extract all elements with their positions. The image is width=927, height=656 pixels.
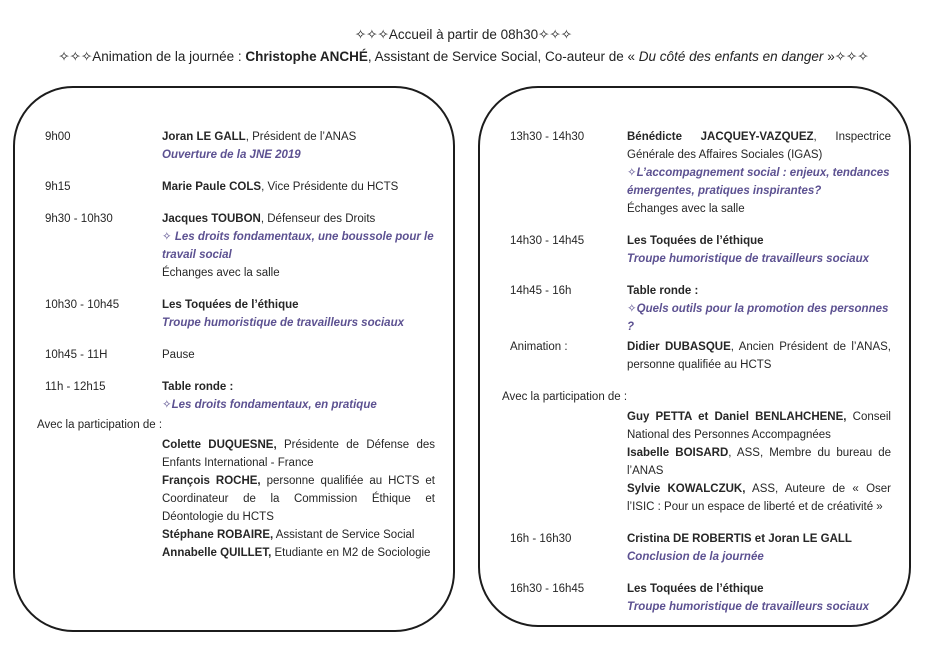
schedule-row (37, 378, 435, 414)
text-segment: Ouverture de la JNE 2019 (162, 149, 301, 161)
session-text-line (627, 338, 891, 374)
text-segment: Colette DUQUESNE, (162, 439, 277, 451)
schedule-row (37, 178, 435, 196)
text-segment: Échanges avec la salle (627, 203, 745, 215)
schedule-row (502, 128, 891, 218)
session-title-line (162, 396, 435, 414)
time-cell: 13h30 - 14h30 (510, 131, 585, 143)
schedule-row (37, 436, 435, 562)
schedule-row (37, 128, 435, 164)
session-text-line (162, 128, 435, 146)
text-segment: , Inspectrice Générale des Affaires Sociales (IGAS) (627, 131, 892, 161)
session-details (627, 580, 891, 616)
text-segment: Annabelle QUILLET, (162, 547, 272, 559)
schedule-row (37, 210, 435, 282)
text-segment: Table ronde : (162, 381, 234, 393)
session-text-line (162, 472, 435, 526)
session-title-line (627, 548, 891, 566)
time-cell: 10h45 - 11H (45, 349, 108, 361)
text-segment: Présidente de Défense des Enfants International - France (162, 439, 435, 469)
session-text-line (162, 526, 435, 544)
participation-label-row (502, 388, 891, 406)
session-text-line (627, 444, 891, 480)
session-details (627, 232, 891, 268)
text-segment: , ASS, Membre du bureau de l’ANAS (627, 447, 891, 477)
text-segment: Joran LE GALL (162, 131, 246, 143)
session-title-line (627, 250, 891, 268)
text-segment: , Ancien Président de l’ANAS, personne qualifiée au HCTS (627, 341, 891, 371)
text-segment: ✧ Les droits fondamentaux, une boussole pour le travail social (162, 231, 434, 261)
time-cell: 10h30 - 10h45 (45, 299, 120, 311)
text-segment: Guy PETTA et Daniel BENLAHCHENE, (627, 411, 847, 423)
participation-label-row (37, 416, 435, 434)
text-segment: Assistant de Service Social (273, 529, 415, 541)
participation-label: Avec la participation de : (502, 391, 628, 403)
session-text-line (627, 200, 891, 218)
session-details (162, 128, 435, 164)
session-details (162, 378, 435, 414)
time-cell: 16h30 - 16h45 (510, 583, 585, 595)
session-text-line (162, 378, 435, 396)
text-segment: Didier DUBASQUE (627, 341, 731, 353)
text-segment: Christophe ANCHÉ (245, 49, 368, 64)
text-segment: Table ronde : (627, 285, 699, 297)
session-text-line (627, 580, 891, 598)
session-title-line (627, 164, 891, 200)
session-details (162, 296, 435, 332)
text-segment: Les Toquées de l’éthique (162, 299, 299, 311)
text-segment: Troupe humoristique de travailleurs sociaux (627, 253, 869, 265)
time-cell (37, 436, 162, 562)
afternoon-program-box (478, 86, 911, 627)
text-segment: Marie Paule COLS (162, 181, 262, 193)
text-segment: Troupe humoristique de travailleurs sociaux (627, 601, 869, 613)
session-details (627, 128, 891, 218)
session-details (162, 346, 435, 364)
session-text-line (162, 346, 435, 364)
schedule-row (502, 408, 891, 516)
session-title-line (162, 228, 435, 264)
time-cell: 9h15 (45, 181, 71, 193)
text-segment: Les Toquées de l’éthique (627, 583, 764, 595)
time-cell: 9h00 (45, 131, 71, 143)
time-cell: 14h30 - 14h45 (510, 235, 585, 247)
text-segment: Du côté des enfants en danger (638, 49, 824, 64)
schedule-row (502, 232, 891, 268)
text-segment: ASS, Auteure de « Oser l’ISIC : Pour un espace de liberté et de créativité » (627, 483, 891, 513)
session-text-line (627, 282, 891, 300)
session-text-line (162, 544, 435, 562)
text-segment: Isabelle BOISARD (627, 447, 729, 459)
session-text-line (162, 178, 435, 196)
schedule-row (502, 282, 891, 336)
schedule-row (502, 580, 891, 616)
animation-line (0, 46, 927, 68)
session-details (627, 408, 891, 516)
text-segment: Conclusion de la journée (627, 551, 764, 563)
text-segment: Les Toquées de l’éthique (627, 235, 764, 247)
session-text-line (627, 232, 891, 250)
time-cell (502, 408, 627, 516)
text-segment: , Vice Présidente du HCTS (261, 181, 399, 193)
session-title-line (627, 598, 891, 616)
text-segment: Bénédicte JACQUEY-VAZQUEZ (627, 131, 814, 143)
text-segment: Sylvie KOWALCZUK, (627, 483, 746, 495)
schedule-row (502, 530, 891, 566)
text-segment: ✧Les droits fondamentaux, en pratique (162, 399, 377, 411)
session-details (162, 436, 435, 562)
text-segment: »✧✧✧ (823, 49, 869, 64)
session-text-line (627, 408, 891, 444)
text-segment: François ROCHE, (162, 475, 261, 487)
text-segment: Stéphane ROBAIRE, (162, 529, 274, 541)
session-details (162, 178, 435, 196)
page-header (0, 24, 927, 68)
time-cell: Animation : (510, 341, 568, 353)
schedule-row (37, 296, 435, 332)
time-cell: 16h - 16h30 (510, 533, 572, 545)
welcome-line: ✧✧✧Accueil à partir de 08h30✧✧✧ (354, 27, 573, 42)
text-segment: ✧L’accompagnement social : enjeux, tendances émergentes, pratiques inspirantes? (627, 167, 890, 197)
time-cell: 14h45 - 16h (510, 285, 572, 297)
text-segment: , Assistant de Service Social, Co-auteur de « (367, 49, 639, 64)
session-text-line (627, 530, 891, 548)
session-text-line (627, 480, 891, 516)
session-details (627, 530, 891, 566)
text-segment: Cristina DE ROBERTIS et Joran LE GALL (627, 533, 852, 545)
text-segment: Etudiante en M2 de Sociologie (271, 547, 431, 559)
session-details (627, 282, 891, 336)
session-text-line (162, 436, 435, 472)
text-segment: Troupe humoristique de travailleurs sociaux (162, 317, 404, 329)
text-segment: , Président de l’ANAS (245, 131, 357, 143)
session-title-line (627, 300, 891, 336)
session-text-line (162, 210, 435, 228)
morning-program-box (13, 86, 455, 632)
schedule-row (37, 346, 435, 364)
participation-label: Avec la participation de : (37, 419, 163, 431)
text-segment: Pause (162, 349, 195, 361)
session-title-line (162, 314, 435, 332)
session-details (162, 210, 435, 282)
text-segment: Jacques TOUBON (162, 213, 261, 225)
time-cell: 11h - 12h15 (45, 381, 106, 393)
session-text-line (627, 128, 891, 164)
schedule-row (502, 338, 891, 374)
session-details (627, 338, 891, 374)
session-title-line (162, 146, 435, 164)
text-segment: Échanges avec la salle (162, 267, 280, 279)
text-segment: ✧✧✧Animation de la journée : (58, 49, 246, 64)
time-cell: 9h30 - 10h30 (45, 213, 113, 225)
text-segment: ✧Quels outils pour la promotion des personnes ? (627, 303, 889, 333)
text-segment: Conseil National des Personnes Accompagnées (627, 411, 891, 441)
text-segment: personne qualifiée au HCTS et Coordinateur de la Commission Éthique et Déontologie du HCTS (162, 475, 435, 523)
text-segment: , Défenseur des Droits (260, 213, 376, 225)
session-text-line (162, 296, 435, 314)
session-text-line (162, 264, 435, 282)
